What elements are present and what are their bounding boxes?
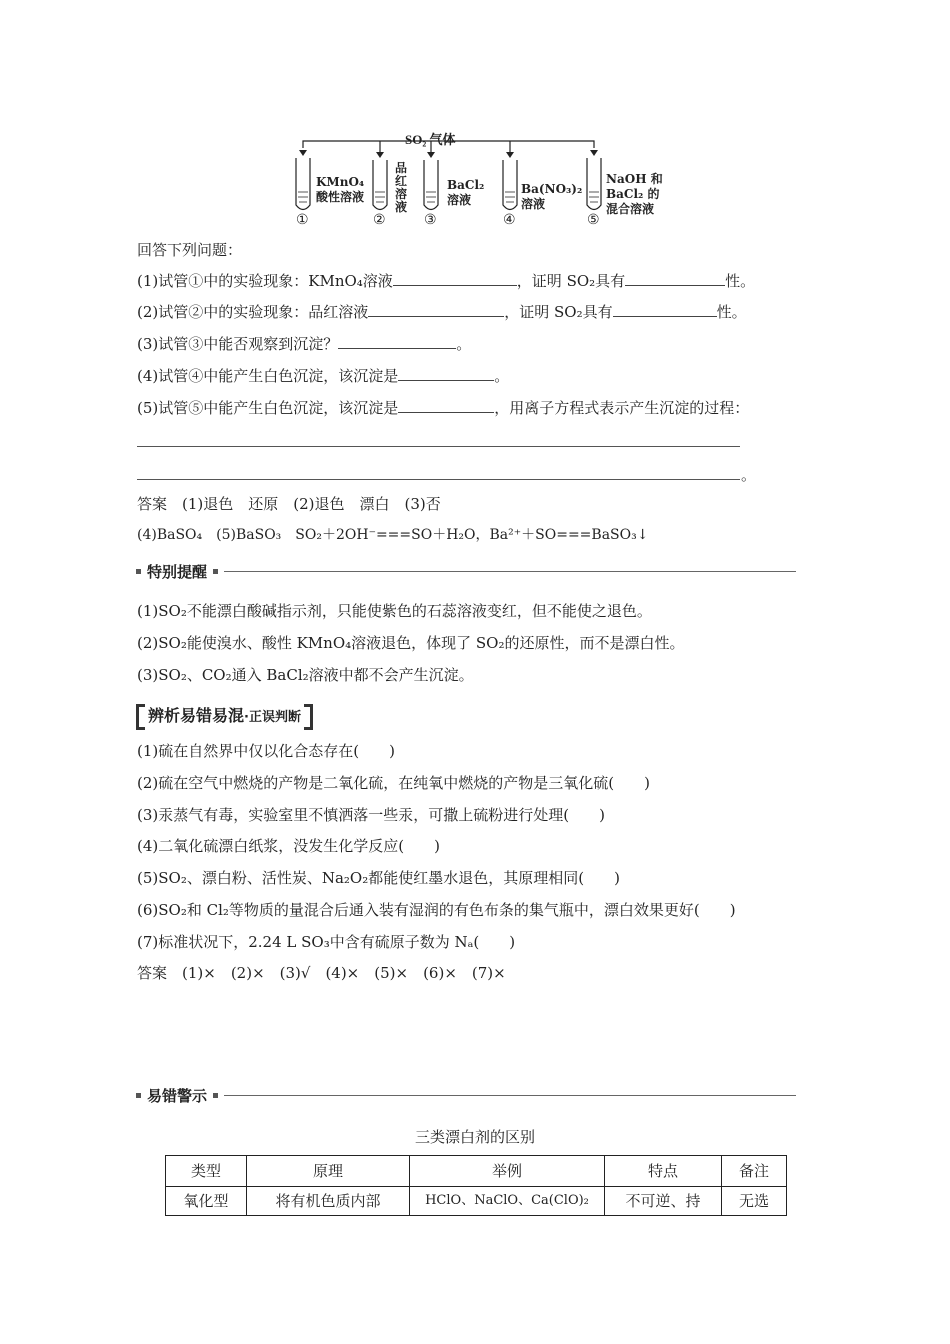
- warn-header: [136, 1085, 796, 1106]
- tube-1-label: KMnO₄ 酸性溶液: [316, 175, 365, 204]
- square-bullet-icon: [213, 1093, 218, 1098]
- warn-title: 易错警示: [147, 1087, 208, 1105]
- table-cell: HClO、NaClO、Ca(ClO)₂: [410, 1187, 605, 1216]
- question-1: (1)试管①中的实验现象：KMnO₄溶液 ，证明 SO₂具有 性。: [137, 272, 756, 290]
- table-row: [166, 1187, 787, 1216]
- judge-answer: 答案 (1)× (2)× (3)√ (4)× (5)× (6)× (7)×: [137, 964, 506, 982]
- table-header-cell: 原理: [247, 1156, 410, 1187]
- question-4: (4)试管④中能产生白色沉淀，该沉淀是 。: [137, 367, 510, 385]
- diagram-gas-label: SO₂ 气体: [405, 132, 456, 147]
- section-rule: [224, 571, 796, 572]
- answer-blank[interactable]: [393, 271, 517, 286]
- table-cell: 氧化型: [166, 1187, 247, 1216]
- tip-item-3: (3)SO₂、CO₂通入 BaCl₂溶液中都不会产生沉淀。: [137, 666, 474, 684]
- answer-blank[interactable]: [338, 334, 456, 349]
- judge-item-2: (2)硫在空气中燃烧的产物是二氧化硫，在纯氧中燃烧的产物是三氧化硫( ): [137, 774, 650, 792]
- question-5: (5)试管⑤中能产生白色沉淀，该沉淀是 ，用离子方程式表示产生沉淀的过程：: [137, 399, 750, 417]
- question-2: (2)试管②中的实验现象：品红溶液 ，证明 SO₂具有 性。: [137, 303, 747, 321]
- tube-5-label: NaOH 和 BaCl₂ 的 混合溶液: [606, 172, 663, 216]
- tube-4-number: ④: [503, 212, 516, 228]
- table-header-cell: 备注: [722, 1156, 787, 1187]
- square-bullet-icon: [136, 1093, 141, 1098]
- tube-2-label: 品 红 溶 液: [395, 161, 408, 214]
- table-header-cell: 类型: [166, 1156, 247, 1187]
- judge-item-3: (3)汞蒸气有毒，实验室里不慎洒落一些汞，可撒上硫粉进行处理( ): [137, 806, 605, 824]
- judge-header: [136, 703, 313, 730]
- table-cell: 不可逆、持: [605, 1187, 722, 1216]
- judge-item-6: (6)SO₂和 Cl₂等物质的量混合后通入装有湿润的有色布条的集气瓶中，漂白效果更好( ): [137, 901, 736, 919]
- tube-3-label: BaCl₂ 溶液: [447, 178, 485, 207]
- table-header-cell: 举例: [410, 1156, 605, 1187]
- section-rule: [224, 1095, 796, 1096]
- tip-title: 特别提醒: [147, 563, 208, 581]
- answer-1-line-2: (4)BaSO₄ (5)BaSO₃ SO₂＋2OH⁻===SO＋H₂O，Ba²⁺＋SO===BaSO₃↓: [137, 527, 649, 543]
- judge-item-1: (1)硫在自然界中仅以化合态存在( ): [137, 742, 395, 760]
- table-cell: 无选: [722, 1187, 787, 1216]
- square-bullet-icon: [136, 569, 141, 574]
- table-header-cell: 特点: [605, 1156, 722, 1187]
- tube-2-number: ②: [373, 212, 386, 228]
- table-header-row: [166, 1156, 787, 1187]
- answer-blank[interactable]: [398, 398, 494, 413]
- bracket-left-icon: [136, 704, 145, 730]
- question-3: (3)试管③中能否观察到沉淀？ 。: [137, 335, 472, 353]
- table-cell: 将有机色质内部: [247, 1187, 410, 1216]
- bracket-right-icon: [304, 704, 313, 730]
- tube-5-number: ⑤: [587, 212, 600, 228]
- tube-3-number: ③: [424, 212, 437, 228]
- tip-header: [136, 561, 796, 582]
- answer-blank[interactable]: [625, 271, 725, 286]
- judge-subtitle: ·正误判断: [244, 710, 301, 725]
- table-title: 三类漂白剂的区别: [414, 1128, 535, 1146]
- tube-4-label: Ba(NO₃)₂ 溶液: [521, 182, 583, 211]
- answer-line-2[interactable]: [137, 479, 740, 480]
- tip-item-2: (2)SO₂能使溴水、酸性 KMnO₄溶液退色，体现了 SO₂的还原性，而不是漂白性。: [137, 634, 685, 652]
- tip-item-1: (1)SO₂不能漂白酸碱指示剂，只能使紫色的石蕊溶液变红，但不能使之退色。: [137, 602, 652, 620]
- square-bullet-icon: [213, 569, 218, 574]
- answer-line-1[interactable]: [137, 446, 740, 447]
- bleach-table: [165, 1155, 787, 1216]
- question-5-end: 。: [741, 466, 757, 484]
- judge-item-4: (4)二氧化硫漂白纸浆，没发生化学反应( ): [137, 837, 440, 855]
- answer-blank[interactable]: [398, 366, 494, 381]
- judge-item-5: (5)SO₂、漂白粉、活性炭、Na₂O₂都能使红墨水退色，其原理相同( ): [137, 869, 620, 887]
- judge-item-7: (7)标准状况下，2.24 L SO₃中含有硫原子数为 Nₐ( ): [137, 933, 516, 951]
- answer-blank[interactable]: [613, 302, 717, 317]
- answer-blank[interactable]: [368, 302, 504, 317]
- questions-intro: 回答下列问题：: [137, 241, 243, 259]
- tube-1-number: ①: [296, 212, 309, 228]
- answer-1-line-1: 答案 (1)退色 还原 (2)退色 漂白 (3)否: [137, 495, 441, 513]
- judge-title: 辨析易错易混: [148, 706, 245, 725]
